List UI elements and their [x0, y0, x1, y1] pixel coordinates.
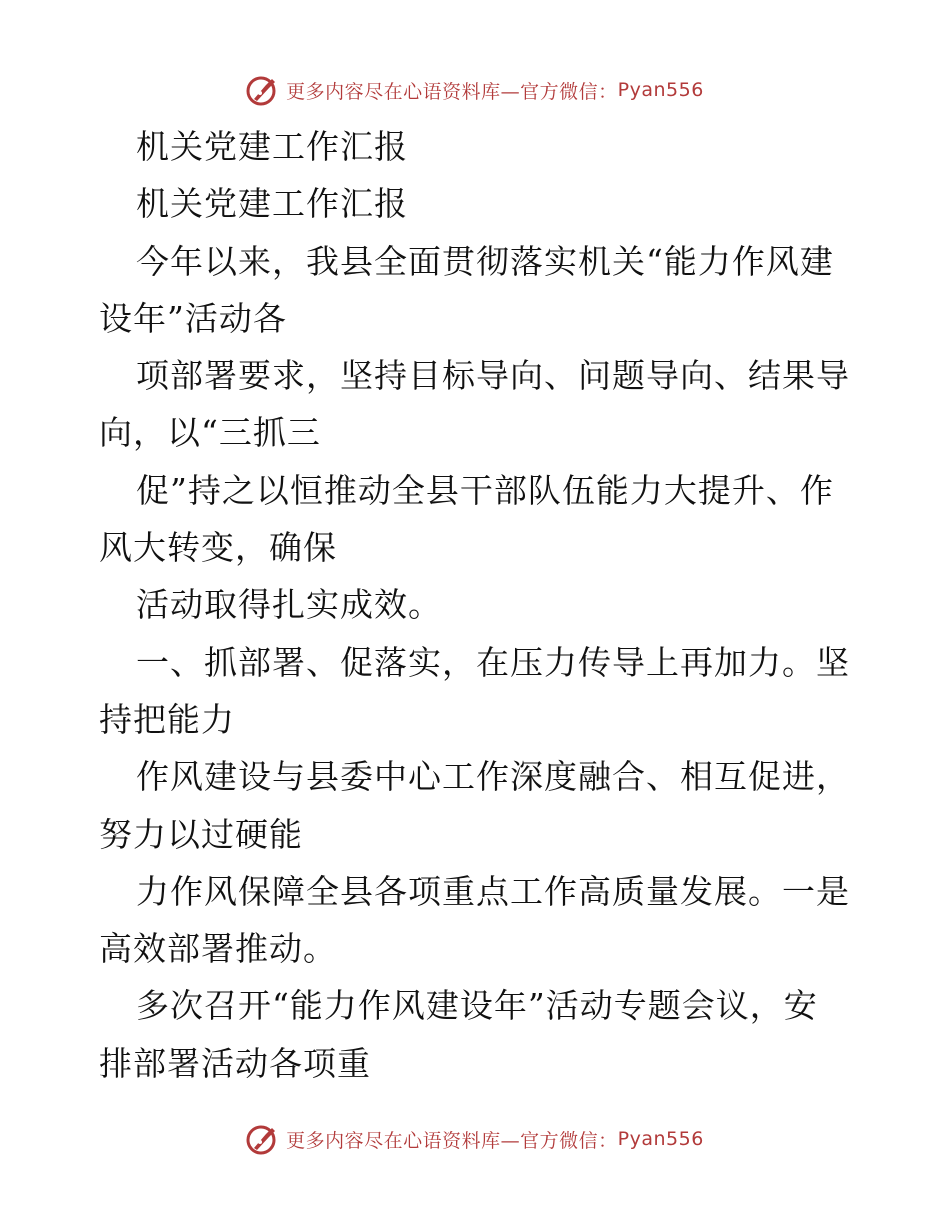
paragraph-line: 设年”活动各 [99, 298, 287, 338]
pen-nib-logo-icon [246, 1122, 280, 1156]
pen-nib-logo-icon [246, 73, 280, 107]
paragraph-line: 力作风保障全县各项重点工作高质量发展。一是 [136, 871, 850, 911]
document-title: 机关党建工作汇报 [136, 127, 408, 166]
watermark-text: 更多内容尽在心语资料库—官方微信： [286, 1129, 618, 1152]
paragraph-line: 高效部署推动。 [99, 929, 337, 969]
watermark-text: 更多内容尽在心语资料库—官方微信： [286, 80, 618, 103]
paragraph-line: 向，以“三抓三 [99, 413, 321, 453]
document-body [99, 118, 859, 1092]
paragraph-line: 今年以来，我县全面贯彻落实机关“能力作风建 [136, 241, 834, 281]
paragraph-line: 努力以过硬能 [99, 814, 303, 854]
header-watermark [0, 70, 950, 110]
paragraph-line: 多次召开“能力作风建设年”活动专题会议，安 [136, 986, 818, 1026]
paragraph-line: 项部署要求，坚持目标导向、问题导向、结果导 [136, 356, 850, 396]
footer-watermark [0, 1119, 950, 1159]
paragraph-line: 活动取得扎实成效。 [136, 585, 442, 625]
section-heading-line: 一、抓部署、促落实，在压力传导上再加力。坚 [136, 642, 850, 682]
paragraph-line: 作风建设与县委中心工作深度融合、相互促进， [136, 757, 850, 797]
watermark-wechat-id: Pyan556 [617, 1128, 704, 1150]
watermark-wechat-id: Pyan556 [617, 79, 704, 101]
paragraph-line: 排部署活动各项重 [99, 1043, 371, 1083]
document-subtitle: 机关党建工作汇报 [136, 184, 408, 224]
paragraph-line: 持把能力 [99, 699, 235, 739]
paragraph-line: 风大转变，确保 [99, 528, 337, 568]
paragraph-line: 促”持之以恒推动全县干部队伍能力大提升、作 [136, 470, 834, 510]
